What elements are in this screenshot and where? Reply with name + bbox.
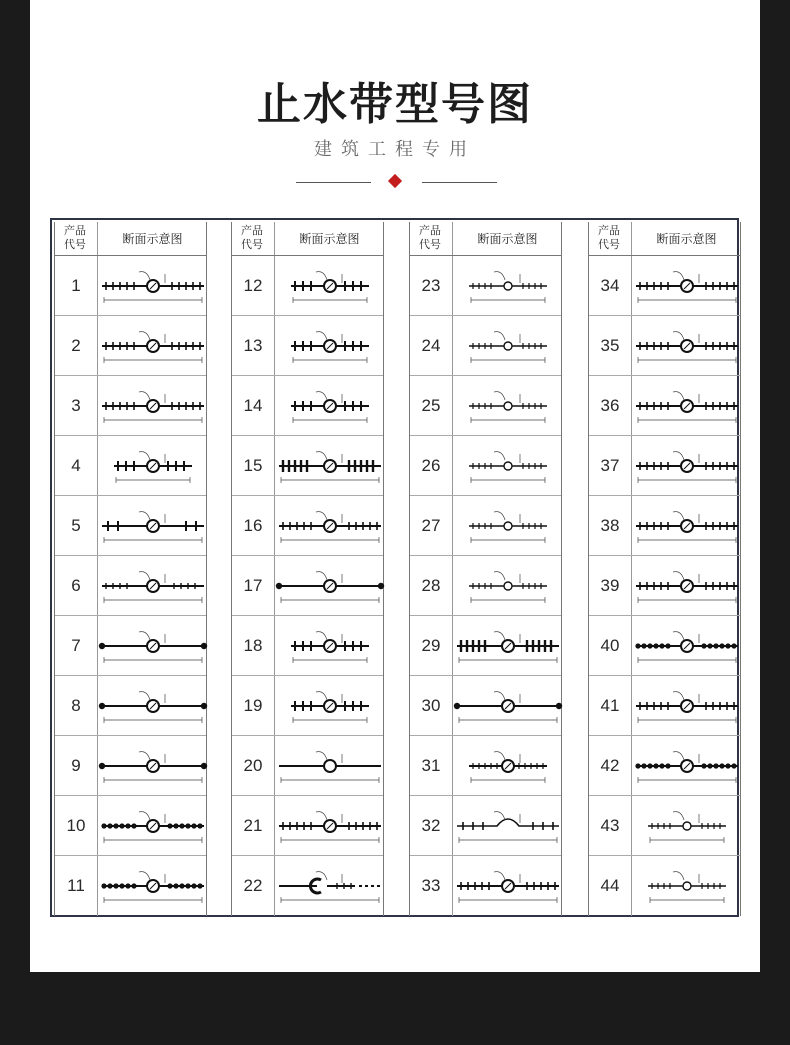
header-section-diagram: 断面示意图 [122,232,183,246]
table-row [232,556,383,616]
section-diagram [453,384,563,428]
header-product-code: 产品代号 [419,224,441,251]
product-code: 11 [67,876,85,895]
section-diagram [453,744,563,788]
section-diagram [632,864,742,908]
product-code: 7 [71,636,81,655]
page-title: 止水带型号图 [257,79,533,130]
table-row [410,736,561,796]
product-code: 26 [421,456,441,475]
table-row [589,736,740,796]
product-code: 39 [600,576,620,595]
table-row [55,556,206,616]
table-row [55,256,206,316]
section-diagram [275,564,385,608]
product-code: 36 [600,396,620,415]
section-diagram [98,564,208,608]
section-diagram [275,624,385,668]
model-table [50,218,739,917]
section-diagram [632,264,742,308]
section-diagram [98,324,208,368]
section-diagram [632,324,742,368]
table-group [231,222,384,916]
table-row [232,436,383,496]
product-code: 16 [243,516,263,535]
product-code: 19 [243,696,263,715]
table-row [410,316,561,376]
table-row [410,676,561,736]
product-code: 37 [600,456,620,475]
table-row [232,796,383,856]
table-row [55,496,206,556]
page-subtitle: 建筑工程专用 [314,139,476,160]
header-section-diagram: 断面示意图 [656,232,717,246]
table-row [410,376,561,436]
section-diagram [453,624,563,668]
table-row [410,256,561,316]
product-code: 30 [421,696,441,715]
section-diagram [98,684,208,728]
product-code: 15 [243,456,263,475]
product-code: 20 [243,756,263,775]
product-code: 42 [600,756,620,775]
table-row [410,856,561,916]
product-code: 17 [243,576,263,595]
table-row [55,856,206,916]
header-product-code: 产品代号 [241,224,263,251]
divider-right [422,182,497,183]
section-diagram [453,684,563,728]
table-row [589,556,740,616]
section-diagram [453,564,563,608]
product-code: 22 [243,876,263,895]
product-code: 41 [600,696,620,715]
header-product-code: 产品代号 [64,224,86,251]
product-code: 28 [421,576,441,595]
section-diagram [632,564,742,608]
section-diagram [453,864,563,908]
section-diagram [453,444,563,488]
table-row [589,316,740,376]
table-row [232,676,383,736]
header-product-code: 产品代号 [598,224,620,251]
table-group [54,222,207,916]
section-diagram [98,804,208,848]
diamond-icon [388,174,402,188]
table-row [589,616,740,676]
product-code: 32 [421,816,441,835]
product-code: 4 [71,456,81,475]
table-header [410,222,561,256]
section-diagram [98,444,208,488]
product-code: 14 [243,396,263,415]
product-code: 1 [71,276,81,295]
section-diagram [632,504,742,548]
header-section-diagram: 断面示意图 [299,232,360,246]
table-row [232,496,383,556]
table-row [410,796,561,856]
table-header [589,222,740,256]
section-diagram [275,264,385,308]
product-code: 35 [600,336,620,355]
product-code: 13 [243,336,263,355]
table-group [409,222,562,916]
table-row [232,376,383,436]
table-row [55,736,206,796]
product-code: 8 [71,696,81,715]
table-row [410,616,561,676]
section-diagram [453,324,563,368]
product-code: 3 [71,396,81,415]
table-row [589,496,740,556]
section-diagram [98,744,208,788]
section-diagram [632,744,742,788]
product-code: 43 [600,816,620,835]
section-diagram [453,804,563,848]
product-code: 25 [421,396,441,415]
document-sheet [30,0,760,972]
section-diagram [632,804,742,848]
table-row [589,376,740,436]
table-row [589,856,740,916]
product-code: 33 [421,876,441,895]
product-code: 5 [71,516,81,535]
table-header [55,222,206,256]
product-code: 23 [421,276,441,295]
product-code: 12 [243,276,263,295]
divider-left [296,182,371,183]
product-code: 34 [600,276,620,295]
section-diagram [275,504,385,548]
table-group [588,222,741,916]
section-diagram [453,264,563,308]
product-code: 2 [71,336,81,355]
section-diagram [98,504,208,548]
table-row [410,436,561,496]
section-diagram [98,384,208,428]
section-diagram [98,864,208,908]
table-row [232,856,383,916]
table-row [589,676,740,736]
table-row [232,256,383,316]
table-row [589,796,740,856]
table-row [55,376,206,436]
section-diagram [453,504,563,548]
table-row [410,496,561,556]
table-row [55,316,206,376]
table-row [232,616,383,676]
section-diagram [275,864,385,908]
table-row [589,436,740,496]
product-code: 38 [600,516,620,535]
header-section-diagram: 断面示意图 [477,232,538,246]
section-diagram [275,804,385,848]
section-diagram [275,384,385,428]
table-row [232,316,383,376]
section-diagram [632,384,742,428]
table-row [55,436,206,496]
section-diagram [98,264,208,308]
table-row [410,556,561,616]
section-diagram [632,444,742,488]
table-header [232,222,383,256]
product-code: 10 [66,816,86,835]
product-code: 31 [421,756,441,775]
product-code: 40 [600,636,620,655]
product-code: 6 [71,576,81,595]
product-code: 44 [600,876,620,895]
table-row [55,796,206,856]
table-row [589,256,740,316]
product-code: 24 [421,336,441,355]
product-code: 9 [71,756,81,775]
table-row [55,676,206,736]
product-code: 29 [421,636,441,655]
section-diagram [632,624,742,668]
table-row [232,736,383,796]
section-diagram [98,624,208,668]
table-row [55,616,206,676]
product-code: 21 [243,816,263,835]
section-diagram [632,684,742,728]
section-diagram [275,684,385,728]
product-code: 18 [243,636,263,655]
section-diagram [275,744,385,788]
section-diagram [275,444,385,488]
section-diagram [275,324,385,368]
product-code: 27 [421,516,441,535]
